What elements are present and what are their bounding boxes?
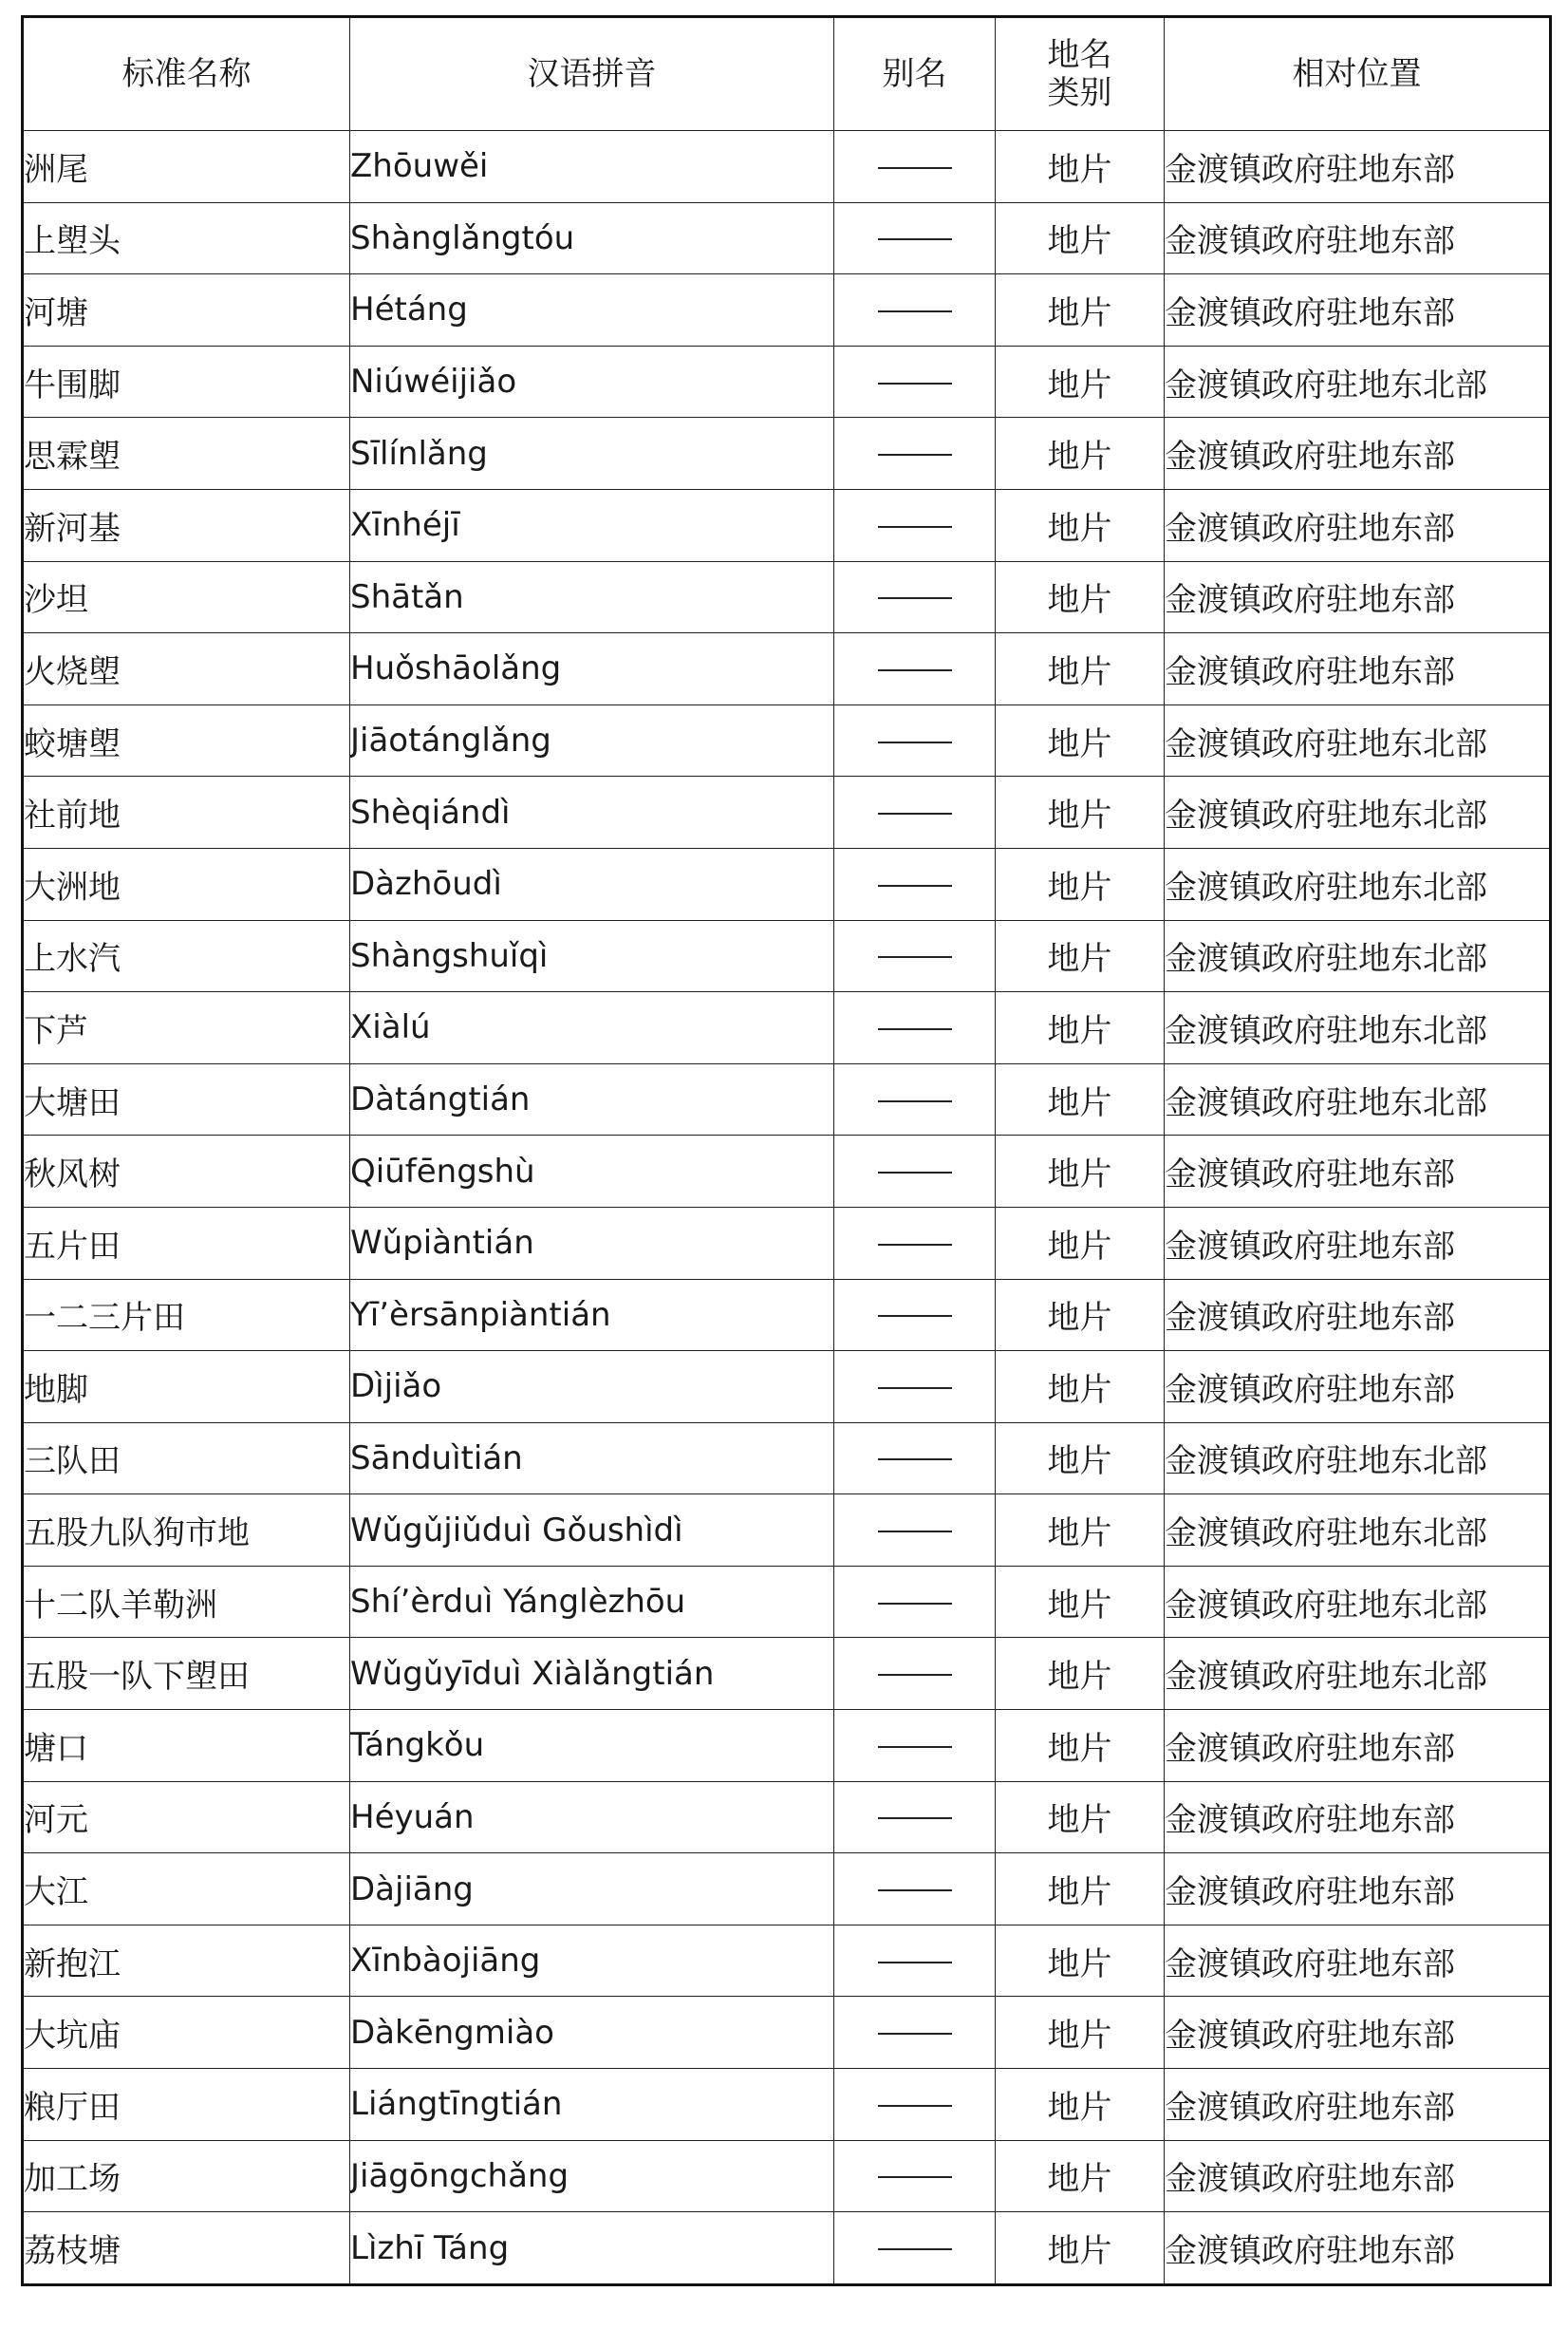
alias-cell — [834, 704, 996, 777]
relative-position-cell: 金渡镇政府驻地东北部 — [1165, 1566, 1551, 1638]
place-type-cell: 地片 — [996, 561, 1165, 633]
relative-position-cell: 金渡镇政府驻地东部 — [1165, 1207, 1551, 1279]
standard-name-cell: 十二队羊勒洲 — [23, 1566, 350, 1638]
alias-cell — [834, 633, 996, 705]
place-name-table — [21, 15, 1552, 2286]
relative-position-cell: 金渡镇政府驻地东部 — [1165, 1781, 1551, 1853]
relative-position-cell: 金渡镇政府驻地东部 — [1165, 202, 1551, 274]
alias-empty-dash — [878, 1100, 952, 1102]
standard-name-cell: 五股九队狗市地 — [23, 1494, 350, 1567]
relative-position-cell: 金渡镇政府驻地东部 — [1165, 489, 1551, 561]
pinyin-cell: Hétáng — [350, 274, 834, 347]
standard-name-cell: 一二三片田 — [23, 1279, 350, 1351]
alias-empty-dash — [878, 813, 952, 815]
relative-position-cell: 金渡镇政府驻地东部 — [1165, 131, 1551, 203]
pinyin-cell: Shèqiándì — [350, 777, 834, 849]
alias-cell — [834, 274, 996, 347]
alias-cell — [834, 489, 996, 561]
table-row — [23, 1351, 1551, 1423]
standard-name-cell: 洲尾 — [23, 131, 350, 203]
pinyin-cell: Dàzhōudì — [350, 848, 834, 920]
table-row — [23, 346, 1551, 418]
alias-cell — [834, 1136, 996, 1208]
place-type-cell: 地片 — [996, 1566, 1165, 1638]
pinyin-cell: Sīlínlǎng — [350, 418, 834, 490]
header-place-type-line1: 地名 — [1047, 36, 1112, 74]
standard-name-cell: 新抱江 — [23, 1925, 350, 1997]
header-pinyin: 汉语拼音 — [350, 17, 834, 131]
alias-empty-dash — [878, 1315, 952, 1317]
table-row — [23, 2069, 1551, 2141]
pinyin-cell: Dàkēngmiào — [350, 1997, 834, 2069]
place-type-cell: 地片 — [996, 2212, 1165, 2285]
table-row — [23, 1566, 1551, 1638]
alias-cell — [834, 1422, 996, 1494]
relative-position-cell: 金渡镇政府驻地东北部 — [1165, 346, 1551, 418]
table-row — [23, 1422, 1551, 1494]
relative-position-cell: 金渡镇政府驻地东部 — [1165, 2140, 1551, 2212]
place-type-cell: 地片 — [996, 1710, 1165, 1782]
alias-empty-dash — [878, 956, 952, 958]
place-type-cell: 地片 — [996, 1279, 1165, 1351]
pinyin-cell: Shí’èrduì Yánglèzhōu — [350, 1566, 834, 1638]
relative-position-cell: 金渡镇政府驻地东北部 — [1165, 704, 1551, 777]
standard-name-cell: 大洲地 — [23, 848, 350, 920]
table-row — [23, 1781, 1551, 1853]
place-type-cell: 地片 — [996, 1063, 1165, 1136]
pinyin-cell: Dìjiǎo — [350, 1351, 834, 1423]
table-row — [23, 1494, 1551, 1567]
alias-cell — [834, 1997, 996, 2069]
table-row — [23, 274, 1551, 347]
alias-empty-dash — [878, 1028, 952, 1030]
table-row — [23, 1997, 1551, 2069]
alias-cell — [834, 131, 996, 203]
alias-cell — [834, 1494, 996, 1567]
place-type-cell: 地片 — [996, 848, 1165, 920]
table-row — [23, 2140, 1551, 2212]
pinyin-cell: Tángkǒu — [350, 1710, 834, 1782]
table-row — [23, 1925, 1551, 1997]
place-type-cell: 地片 — [996, 1494, 1165, 1567]
table-row — [23, 1136, 1551, 1208]
relative-position-cell: 金渡镇政府驻地东部 — [1165, 561, 1551, 633]
table-body — [23, 131, 1551, 2285]
table-row — [23, 1279, 1551, 1351]
alias-empty-dash — [878, 597, 952, 599]
standard-name-cell: 塘口 — [23, 1710, 350, 1782]
place-type-cell: 地片 — [996, 489, 1165, 561]
standard-name-cell: 五股一队下塱田 — [23, 1638, 350, 1710]
place-type-cell: 地片 — [996, 704, 1165, 777]
relative-position-cell: 金渡镇政府驻地东部 — [1165, 1710, 1551, 1782]
standard-name-cell: 新河基 — [23, 489, 350, 561]
standard-name-cell: 上塱头 — [23, 202, 350, 274]
relative-position-cell: 金渡镇政府驻地东北部 — [1165, 777, 1551, 849]
alias-empty-dash — [878, 454, 952, 456]
alias-empty-dash — [878, 1172, 952, 1174]
alias-empty-dash — [878, 2105, 952, 2107]
alias-cell — [834, 920, 996, 992]
table-row — [23, 202, 1551, 274]
place-type-cell: 地片 — [996, 1351, 1165, 1423]
alias-cell — [834, 1781, 996, 1853]
table-row — [23, 1853, 1551, 1925]
relative-position-cell: 金渡镇政府驻地东部 — [1165, 2069, 1551, 2141]
place-type-cell: 地片 — [996, 1925, 1165, 1997]
pinyin-cell: Shàngshuǐqì — [350, 920, 834, 992]
standard-name-cell: 加工场 — [23, 2140, 350, 2212]
relative-position-cell: 金渡镇政府驻地东部 — [1165, 274, 1551, 347]
table-row — [23, 1063, 1551, 1136]
place-type-cell: 地片 — [996, 1853, 1165, 1925]
alias-empty-dash — [878, 885, 952, 887]
alias-cell — [834, 418, 996, 490]
table-row — [23, 1207, 1551, 1279]
pinyin-cell: Yī’èrsānpiàntián — [350, 1279, 834, 1351]
place-type-cell: 地片 — [996, 1781, 1165, 1853]
alias-cell — [834, 346, 996, 418]
alias-cell — [834, 1638, 996, 1710]
alias-empty-dash — [878, 310, 952, 312]
place-type-cell: 地片 — [996, 1638, 1165, 1710]
relative-position-cell: 金渡镇政府驻地东北部 — [1165, 992, 1551, 1064]
place-type-cell: 地片 — [996, 346, 1165, 418]
table-row — [23, 920, 1551, 992]
alias-empty-dash — [878, 1603, 952, 1605]
alias-cell — [834, 561, 996, 633]
pinyin-cell: Wǔgǔjiǔduì Gǒushìdì — [350, 1494, 834, 1567]
relative-position-cell: 金渡镇政府驻地东部 — [1165, 633, 1551, 705]
standard-name-cell: 大塘田 — [23, 1063, 350, 1136]
alias-empty-dash — [878, 1962, 952, 1963]
pinyin-cell: Sānduìtián — [350, 1422, 834, 1494]
alias-cell — [834, 2069, 996, 2141]
relative-position-cell: 金渡镇政府驻地东部 — [1165, 1351, 1551, 1423]
alias-empty-dash — [878, 2033, 952, 2035]
pinyin-cell: Shātǎn — [350, 561, 834, 633]
place-type-cell: 地片 — [996, 1997, 1165, 2069]
alias-empty-dash — [878, 383, 952, 385]
place-type-cell: 地片 — [996, 2140, 1165, 2212]
place-type-cell: 地片 — [996, 2069, 1165, 2141]
alias-empty-dash — [878, 1458, 952, 1460]
place-type-cell: 地片 — [996, 992, 1165, 1064]
place-type-cell: 地片 — [996, 920, 1165, 992]
header-standard-name: 标准名称 — [23, 17, 350, 131]
table-row — [23, 633, 1551, 705]
standard-name-cell: 五片田 — [23, 1207, 350, 1279]
pinyin-cell: Zhōuwěi — [350, 131, 834, 203]
relative-position-cell: 金渡镇政府驻地东部 — [1165, 1997, 1551, 2069]
place-type-cell: 地片 — [996, 633, 1165, 705]
relative-position-cell: 金渡镇政府驻地东北部 — [1165, 920, 1551, 992]
table-row — [23, 489, 1551, 561]
alias-empty-dash — [878, 526, 952, 528]
standard-name-cell: 大坑庙 — [23, 1997, 350, 2069]
table-header — [23, 17, 1551, 131]
header-place-type — [996, 17, 1165, 131]
table-row — [23, 561, 1551, 633]
alias-empty-dash — [878, 2176, 952, 2178]
relative-position-cell: 金渡镇政府驻地东部 — [1165, 1853, 1551, 1925]
alias-cell — [834, 992, 996, 1064]
relative-position-cell: 金渡镇政府驻地东北部 — [1165, 1638, 1551, 1710]
alias-empty-dash — [878, 742, 952, 743]
table-row — [23, 2212, 1551, 2285]
alias-empty-dash — [878, 669, 952, 671]
pinyin-cell: Xiàlú — [350, 992, 834, 1064]
alias-empty-dash — [878, 238, 952, 240]
alias-cell — [834, 1207, 996, 1279]
alias-cell — [834, 777, 996, 849]
relative-position-cell: 金渡镇政府驻地东北部 — [1165, 848, 1551, 920]
table-row — [23, 777, 1551, 849]
place-type-cell: 地片 — [996, 1207, 1165, 1279]
pinyin-cell: Shànglǎngtóu — [350, 202, 834, 274]
pinyin-cell: Dàjiāng — [350, 1853, 834, 1925]
alias-empty-dash — [878, 1817, 952, 1819]
alias-empty-dash — [878, 1674, 952, 1676]
alias-empty-dash — [878, 2248, 952, 2250]
standard-name-cell: 三队田 — [23, 1422, 350, 1494]
table-row — [23, 1710, 1551, 1782]
alias-cell — [834, 1063, 996, 1136]
relative-position-cell: 金渡镇政府驻地东北部 — [1165, 1063, 1551, 1136]
pinyin-cell: Jiāgōngchǎng — [350, 2140, 834, 2212]
pinyin-cell: Wǔpiàntián — [350, 1207, 834, 1279]
place-type-cell: 地片 — [996, 777, 1165, 849]
table-row — [23, 848, 1551, 920]
alias-cell — [834, 2140, 996, 2212]
header-row — [23, 17, 1551, 131]
relative-position-cell: 金渡镇政府驻地东部 — [1165, 1279, 1551, 1351]
alias-cell — [834, 848, 996, 920]
place-type-cell: 地片 — [996, 202, 1165, 274]
standard-name-cell: 上水汽 — [23, 920, 350, 992]
place-type-cell: 地片 — [996, 131, 1165, 203]
header-relative-position: 相对位置 — [1165, 17, 1551, 131]
alias-cell — [834, 1351, 996, 1423]
relative-position-cell: 金渡镇政府驻地东北部 — [1165, 1422, 1551, 1494]
alias-empty-dash — [878, 167, 952, 169]
pinyin-cell: Xīnbàojiāng — [350, 1925, 834, 1997]
table-row — [23, 418, 1551, 490]
standard-name-cell: 河元 — [23, 1781, 350, 1853]
standard-name-cell: 思霖塱 — [23, 418, 350, 490]
table-row — [23, 992, 1551, 1064]
standard-name-cell: 下芦 — [23, 992, 350, 1064]
standard-name-cell: 社前地 — [23, 777, 350, 849]
pinyin-cell: Jiāotánglǎng — [350, 704, 834, 777]
pinyin-cell: Xīnhéjī — [350, 489, 834, 561]
standard-name-cell: 火烧塱 — [23, 633, 350, 705]
standard-name-cell: 秋风树 — [23, 1136, 350, 1208]
pinyin-cell: Wǔgǔyīduì Xiàlǎngtián — [350, 1638, 834, 1710]
alias-cell — [834, 1710, 996, 1782]
standard-name-cell: 地脚 — [23, 1351, 350, 1423]
standard-name-cell: 牛围脚 — [23, 346, 350, 418]
standard-name-cell: 沙坦 — [23, 561, 350, 633]
standard-name-cell: 河塘 — [23, 274, 350, 347]
standard-name-cell: 大江 — [23, 1853, 350, 1925]
pinyin-cell: Héyuán — [350, 1781, 834, 1853]
place-type-cell: 地片 — [996, 1136, 1165, 1208]
relative-position-cell: 金渡镇政府驻地东部 — [1165, 1925, 1551, 1997]
table-row — [23, 704, 1551, 777]
header-place-type-line2: 类别 — [1047, 74, 1112, 112]
table-row — [23, 131, 1551, 203]
alias-empty-dash — [878, 1387, 952, 1389]
pinyin-cell: Niúwéijiǎo — [350, 346, 834, 418]
alias-cell — [834, 1925, 996, 1997]
standard-name-cell: 粮厅田 — [23, 2069, 350, 2141]
pinyin-cell: Qiūfēngshù — [350, 1136, 834, 1208]
alias-empty-dash — [878, 1244, 952, 1246]
table-row — [23, 1638, 1551, 1710]
pinyin-cell: Huǒshāolǎng — [350, 633, 834, 705]
alias-empty-dash — [878, 1746, 952, 1748]
relative-position-cell: 金渡镇政府驻地东部 — [1165, 2212, 1551, 2285]
place-type-cell: 地片 — [996, 1422, 1165, 1494]
relative-position-cell: 金渡镇政府驻地东部 — [1165, 418, 1551, 490]
alias-cell — [834, 1566, 996, 1638]
relative-position-cell: 金渡镇政府驻地东部 — [1165, 1136, 1551, 1208]
alias-empty-dash — [878, 1531, 952, 1532]
pinyin-cell: Liángtīngtián — [350, 2069, 834, 2141]
alias-cell — [834, 202, 996, 274]
alias-empty-dash — [878, 1889, 952, 1891]
standard-name-cell: 蛟塘塱 — [23, 704, 350, 777]
header-alias: 别名 — [834, 17, 996, 131]
alias-cell — [834, 2212, 996, 2285]
relative-position-cell: 金渡镇政府驻地东北部 — [1165, 1494, 1551, 1567]
standard-name-cell: 荔枝塘 — [23, 2212, 350, 2285]
pinyin-cell: Dàtángtián — [350, 1063, 834, 1136]
place-type-cell: 地片 — [996, 274, 1165, 347]
alias-cell — [834, 1279, 996, 1351]
alias-cell — [834, 1853, 996, 1925]
pinyin-cell: Lìzhī Táng — [350, 2212, 834, 2285]
place-type-cell: 地片 — [996, 418, 1165, 490]
